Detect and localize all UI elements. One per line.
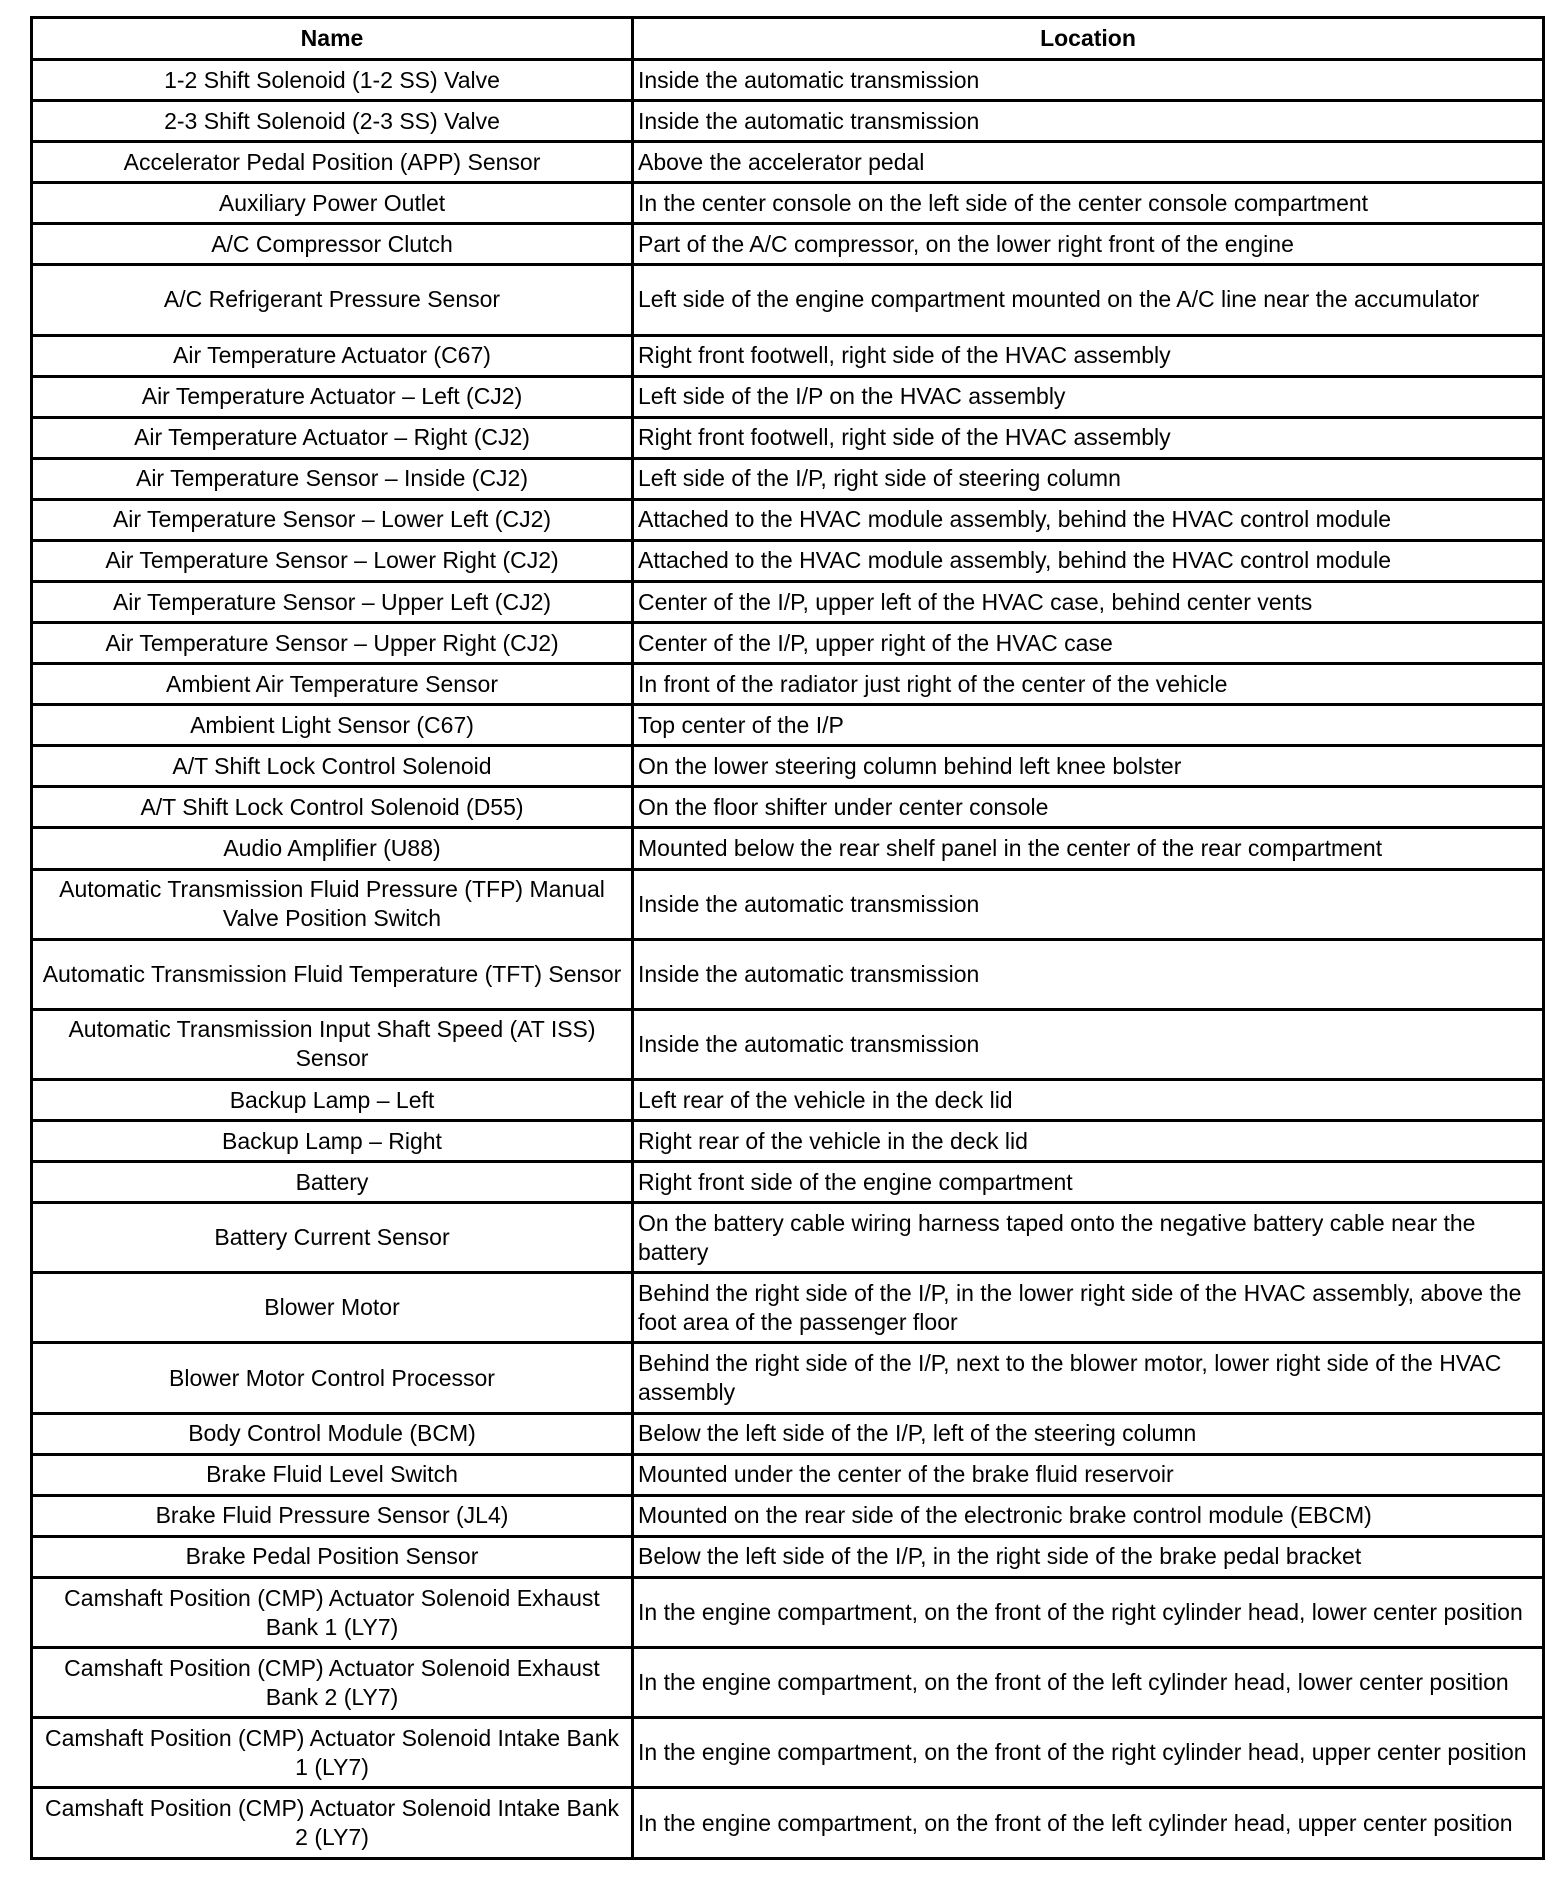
component-location: Left rear of the vehicle in the deck lid	[633, 1079, 1544, 1120]
component-location: Center of the I/P, upper left of the HVAC case, behind center vents	[633, 582, 1544, 623]
component-name: Air Temperature Actuator – Left (CJ2)	[32, 376, 633, 417]
component-location: Inside the automatic transmission	[633, 60, 1544, 101]
component-name: Blower Motor	[32, 1273, 633, 1343]
component-location: Below the left side of the I/P, in the right side of the brake pedal bracket	[633, 1536, 1544, 1577]
component-location: In the engine compartment, on the front of the left cylinder head, upper center position	[633, 1788, 1544, 1859]
component-name: A/T Shift Lock Control Solenoid	[32, 746, 633, 787]
table-row	[32, 1648, 1544, 1718]
table-row	[32, 664, 1544, 705]
component-name: Ambient Light Sensor (C67)	[32, 705, 633, 746]
component-name: Accelerator Pedal Position (APP) Sensor	[32, 142, 633, 183]
table-header-row	[32, 18, 1544, 60]
component-name: Backup Lamp – Right	[32, 1121, 633, 1162]
component-name: A/T Shift Lock Control Solenoid (D55)	[32, 787, 633, 828]
component-name: A/C Compressor Clutch	[32, 224, 633, 265]
table-row	[32, 183, 1544, 224]
component-location: On the floor shifter under center console	[633, 787, 1544, 828]
table-row	[32, 335, 1544, 376]
component-location: Right front side of the engine compartment	[633, 1162, 1544, 1203]
component-location: Behind the right side of the I/P, next to the blower motor, lower right side of the HVAC assembly	[633, 1343, 1544, 1413]
component-location: Below the left side of the I/P, left of the steering column	[633, 1413, 1544, 1454]
column-header-location: Location	[633, 18, 1544, 60]
component-name: Air Temperature Actuator (C67)	[32, 335, 633, 376]
table-row	[32, 60, 1544, 101]
component-name: Camshaft Position (CMP) Actuator Solenoid Exhaust Bank 2 (LY7)	[32, 1648, 633, 1718]
component-location: Top center of the I/P	[633, 705, 1544, 746]
component-location: Mounted under the center of the brake fluid reservoir	[633, 1454, 1544, 1495]
component-name: Brake Fluid Pressure Sensor (JL4)	[32, 1495, 633, 1536]
component-name: Body Control Module (BCM)	[32, 1413, 633, 1454]
table-row	[32, 1718, 1544, 1788]
table-row	[32, 828, 1544, 869]
table-row	[32, 1079, 1544, 1120]
table-row	[32, 458, 1544, 499]
component-name: Air Temperature Sensor – Inside (CJ2)	[32, 458, 633, 499]
table-row	[32, 787, 1544, 828]
component-location: In front of the radiator just right of the center of the vehicle	[633, 664, 1544, 705]
table-row	[32, 1454, 1544, 1495]
component-location: Inside the automatic transmission	[633, 101, 1544, 142]
table-row	[32, 705, 1544, 746]
column-header-name: Name	[32, 18, 633, 60]
table-row	[32, 1536, 1544, 1577]
component-name: Auxiliary Power Outlet	[32, 183, 633, 224]
component-location: In the engine compartment, on the front of the right cylinder head, lower center position	[633, 1577, 1544, 1647]
table-row	[32, 142, 1544, 183]
component-name: Ambient Air Temperature Sensor	[32, 664, 633, 705]
table-row	[32, 1121, 1544, 1162]
component-location: Behind the right side of the I/P, in the lower right side of the HVAC assembly, above the foot area of the passenger floor	[633, 1273, 1544, 1343]
component-name: Audio Amplifier (U88)	[32, 828, 633, 869]
component-location: Right front footwell, right side of the HVAC assembly	[633, 335, 1544, 376]
component-name: Automatic Transmission Fluid Pressure (TFP) Manual Valve Position Switch	[32, 869, 633, 939]
table-row	[32, 746, 1544, 787]
component-location-table-container	[30, 16, 1542, 1860]
component-name: Camshaft Position (CMP) Actuator Solenoid Intake Bank 2 (LY7)	[32, 1788, 633, 1859]
component-name: Air Temperature Actuator – Right (CJ2)	[32, 417, 633, 458]
component-location-table	[30, 16, 1545, 1860]
component-location: On the lower steering column behind left knee bolster	[633, 746, 1544, 787]
table-row	[32, 265, 1544, 335]
component-name: Battery Current Sensor	[32, 1203, 633, 1273]
component-name: 2-3 Shift Solenoid (2-3 SS) Valve	[32, 101, 633, 142]
table-row	[32, 623, 1544, 664]
table-row	[32, 939, 1544, 1009]
component-location: Mounted on the rear side of the electronic brake control module (EBCM)	[633, 1495, 1544, 1536]
table-row	[32, 1203, 1544, 1273]
component-location: In the engine compartment, on the front of the right cylinder head, upper center position	[633, 1718, 1544, 1788]
component-location: On the battery cable wiring harness taped onto the negative battery cable near the battery	[633, 1203, 1544, 1273]
component-name: Battery	[32, 1162, 633, 1203]
component-location: Center of the I/P, upper right of the HVAC case	[633, 623, 1544, 664]
table-row	[32, 101, 1544, 142]
table-row	[32, 1495, 1544, 1536]
component-name: Brake Fluid Level Switch	[32, 1454, 633, 1495]
component-location: Inside the automatic transmission	[633, 939, 1544, 1009]
component-name: Air Temperature Sensor – Upper Left (CJ2)	[32, 582, 633, 623]
table-row	[32, 417, 1544, 458]
table-row	[32, 1009, 1544, 1079]
component-name: Camshaft Position (CMP) Actuator Solenoid Intake Bank 1 (LY7)	[32, 1718, 633, 1788]
table-row	[32, 499, 1544, 540]
component-location: Inside the automatic transmission	[633, 869, 1544, 939]
table-row	[32, 582, 1544, 623]
component-location: Right front footwell, right side of the HVAC assembly	[633, 417, 1544, 458]
component-location: Attached to the HVAC module assembly, behind the HVAC control module	[633, 499, 1544, 540]
table-row	[32, 869, 1544, 939]
component-name: 1-2 Shift Solenoid (1-2 SS) Valve	[32, 60, 633, 101]
component-location: In the center console on the left side of the center console compartment	[633, 183, 1544, 224]
component-location: Attached to the HVAC module assembly, behind the HVAC control module	[633, 540, 1544, 581]
component-name: A/C Refrigerant Pressure Sensor	[32, 265, 633, 335]
table-row	[32, 1413, 1544, 1454]
table-row	[32, 1273, 1544, 1343]
table-row	[32, 1788, 1544, 1859]
table-row	[32, 1162, 1544, 1203]
component-name: Brake Pedal Position Sensor	[32, 1536, 633, 1577]
table-row	[32, 1577, 1544, 1647]
component-name: Automatic Transmission Input Shaft Speed (AT ISS) Sensor	[32, 1009, 633, 1079]
table-row	[32, 224, 1544, 265]
component-location: Left side of the I/P, right side of steering column	[633, 458, 1544, 499]
component-location: Right rear of the vehicle in the deck lid	[633, 1121, 1544, 1162]
component-name: Air Temperature Sensor – Lower Left (CJ2)	[32, 499, 633, 540]
component-location: Mounted below the rear shelf panel in the center of the rear compartment	[633, 828, 1544, 869]
table-row	[32, 376, 1544, 417]
table-row	[32, 1343, 1544, 1413]
table-row	[32, 540, 1544, 581]
component-name: Automatic Transmission Fluid Temperature (TFT) Sensor	[32, 939, 633, 1009]
component-location: Left side of the engine compartment mounted on the A/C line near the accumulator	[633, 265, 1544, 335]
component-name: Camshaft Position (CMP) Actuator Solenoid Exhaust Bank 1 (LY7)	[32, 1577, 633, 1647]
component-location: Above the accelerator pedal	[633, 142, 1544, 183]
component-name: Blower Motor Control Processor	[32, 1343, 633, 1413]
component-location: Part of the A/C compressor, on the lower right front of the engine	[633, 224, 1544, 265]
component-location: In the engine compartment, on the front of the left cylinder head, lower center position	[633, 1648, 1544, 1718]
component-location: Inside the automatic transmission	[633, 1009, 1544, 1079]
component-name: Air Temperature Sensor – Lower Right (CJ2)	[32, 540, 633, 581]
component-name: Backup Lamp – Left	[32, 1079, 633, 1120]
component-location: Left side of the I/P on the HVAC assembly	[633, 376, 1544, 417]
component-name: Air Temperature Sensor – Upper Right (CJ2)	[32, 623, 633, 664]
